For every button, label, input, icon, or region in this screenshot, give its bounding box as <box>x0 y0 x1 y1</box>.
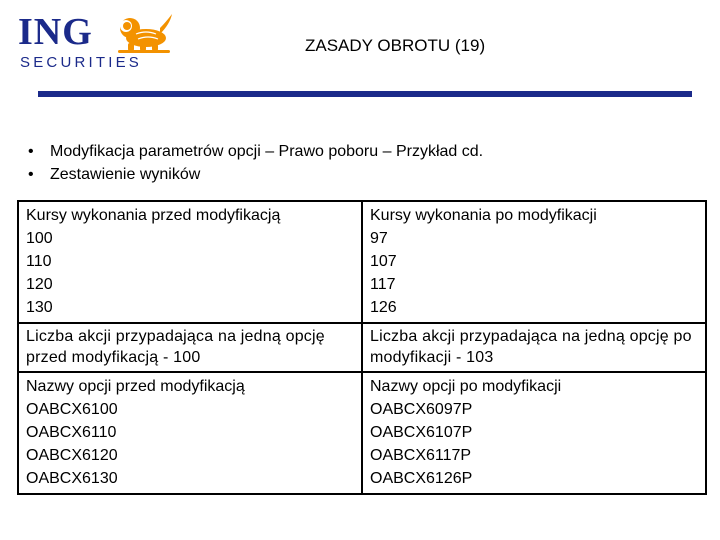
lion-icon <box>116 10 174 54</box>
cell-value: 107 <box>370 253 397 270</box>
bullet-dot: • <box>28 166 34 183</box>
ing-securities-logo <box>18 10 178 72</box>
cell-value: 100 <box>26 230 53 247</box>
cell-value: OABCX6100 <box>26 401 118 418</box>
cell-value: OABCX6130 <box>26 470 118 487</box>
table-cell <box>362 201 706 323</box>
cell-heading: Liczba akcji przypadająca na jedną opcję przed modyfikacją - 100 <box>26 328 325 366</box>
cell-value: OABCX6117P <box>370 447 472 464</box>
results-table <box>17 200 707 495</box>
cell-value: OABCX6110 <box>26 424 117 441</box>
table-cell <box>362 323 706 372</box>
bullet-item <box>28 163 483 186</box>
cell-value: 97 <box>370 230 388 247</box>
cell-value: 130 <box>26 299 53 316</box>
cell-heading: Kursy wykonania po modyfikacji <box>370 207 597 224</box>
bullet-list <box>28 140 483 186</box>
table-cell <box>362 372 706 494</box>
table-cell <box>18 372 362 494</box>
cell-value: 126 <box>370 299 397 316</box>
cell-value: OABCX6107P <box>370 424 473 441</box>
cell-value: OABCX6126P <box>370 470 473 487</box>
cell-heading: Nazwy opcji przed modyfikacją <box>26 378 245 395</box>
bullet-item <box>28 140 483 163</box>
header-divider <box>38 91 692 97</box>
logo-ing-text: ING <box>18 11 93 53</box>
cell-value: 117 <box>370 276 396 293</box>
cell-value: 110 <box>26 253 52 270</box>
bullet-text: Modyfikacja parametrów opcji – Prawo poboru – Przykład cd. <box>50 143 484 160</box>
cell-heading: Kursy wykonania przed modyfikacją <box>26 207 281 224</box>
page-title: ZASADY OBROTU (19) <box>305 36 486 55</box>
table-row <box>18 372 706 494</box>
cell-heading: Nazwy opcji po modyfikacji <box>370 378 562 395</box>
cell-value: OABCX6097P <box>370 401 473 418</box>
bullet-dot: • <box>28 143 34 160</box>
table-row <box>18 201 706 323</box>
bullet-text: Zestawienie wyników <box>50 166 201 183</box>
table-cell <box>18 201 362 323</box>
cell-value: OABCX6120 <box>26 447 118 464</box>
table-row <box>18 323 706 372</box>
logo-securities-text: SECURITIES <box>20 54 143 71</box>
cell-value: 120 <box>26 276 53 293</box>
cell-heading: Liczba akcji przypadająca na jedną opcję po modyfikacji - 103 <box>370 328 692 366</box>
table-cell <box>18 323 362 372</box>
